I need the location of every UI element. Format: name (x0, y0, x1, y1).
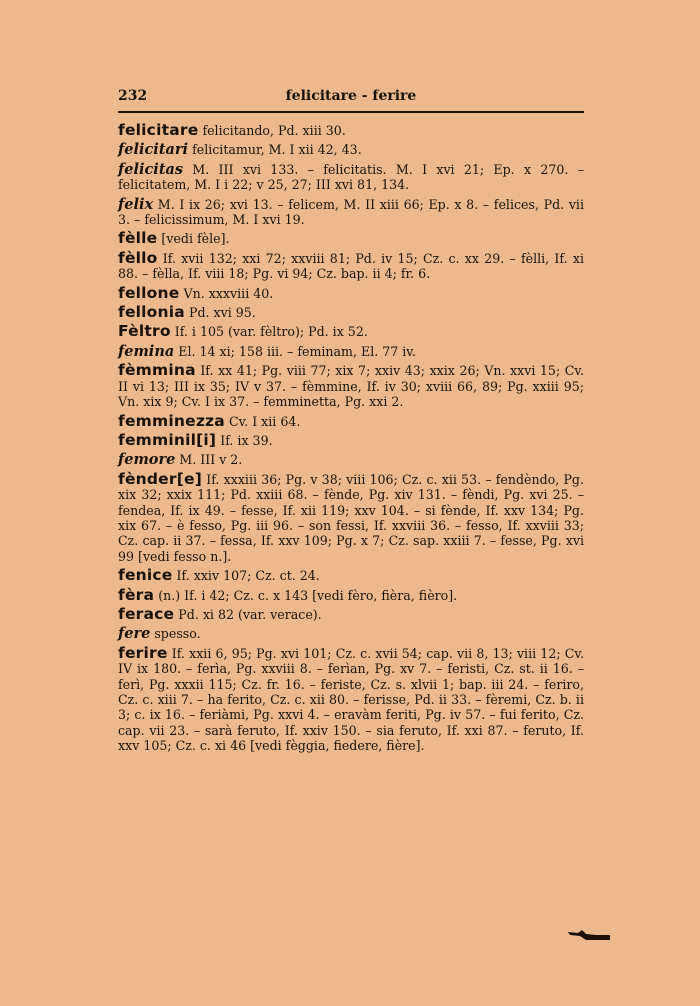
dictionary-entry (118, 162, 584, 193)
entry-headword: fèllo (118, 248, 158, 267)
entry-headword: fènder[e] (118, 469, 203, 488)
entry-citations: If. xxiv 107; Cz. ct. 24. (176, 568, 320, 584)
dictionary-entry (118, 344, 584, 359)
entry-headword: femore (118, 451, 176, 469)
entry-citations: If. xx 41; Pg. viii 77; xix 7; xxiv 43; xxix 26; Vn. xxvi 15; Cv. II vi 13; III ix 35; IV v 37. – fèmmine, If. iv 30; xviii 66, 89; Pg. xxiii 95; Vn. xix 9; Cv. I ix 37. – femminetta, Pg. xxi 2. (118, 363, 584, 410)
dictionary-entry (118, 142, 584, 157)
entry-headword: fellone (118, 283, 180, 302)
page-header (118, 88, 584, 110)
entry-citations: El. 14 xi; 158 iii. – feminam, El. 77 iv. (178, 343, 416, 359)
printer-ornament-icon (566, 926, 612, 942)
entry-citations: Pd. xvi 95. (188, 305, 256, 321)
entry-citations: M. III xvi 133. – felicitatis. M. I xvi 21; Ep. x 270. – felicitatem, M. I i 22; v 25, 27; III xvi 81, 134. (118, 161, 584, 193)
header-rule (118, 111, 584, 113)
dictionary-entry (118, 469, 584, 564)
entry-citations: M. I ix 26; xvi 13. – felicem, M. II xiii 66; Ep. x 8. – felices, Pd. vii 3. – felicissimum, M. I xvi 19. (118, 196, 584, 228)
entry-citations: If. i 105 (var. fèltro); Pd. ix 52. (174, 324, 368, 340)
entry-citations: Cv. I xii 64. (228, 413, 301, 429)
dictionary-entry (118, 643, 584, 754)
entry-citations: If. xxii 6, 95; Pg. xvi 101; Cz. c. xvii 54; cap. vii 8, 13; viii 12; Cv. IV ix 180. – ferìa, Pg. xxviii 8. – ferìan, Pg. xv 7. – feristi, Cz. st. ii 16. – ferì, Pg. xxxii 115; Cz. fr. 16. – feriste, Cz. s. xlvii 1; bap. iii 24. – feriro, Cz. c. xiii 7. – ha ferito, Cz. c. xii 80. – ferisse, Pd. ii 33. – fèremi, Cz. b. ii 3; c. ix 16. – feriàmi, Pg. xxvi 4. – eravàm feriti, Pg. iv 57. – fui ferito, Cz. cap. vii 23. – sarà feruto, If. xxiv 150. – sia feruto, If. xxi 87. – feruto, If. xxv 105; Cz. c. xi 46 [vedi fèggia, fiedere, fière]. (118, 645, 584, 754)
entry-citations: Vn. xxxviii 40. (183, 285, 274, 301)
entry-headword: fèmmina (118, 361, 196, 380)
dictionary-entry (118, 430, 584, 449)
entry-citations: If. xxxiii 36; Pg. v 38; viii 106; Cz. c. xii 53. – fendèndo, Pg. xix 32; xxix 111; Pd. xxiii 68. – fènde, Pg. xiv 131. – fèndi, Pg. xvi 25. – fendea, If. ix 49. – fesse, If. xii 119; xxv 104. – si fènde, If. xxv 134; Pg. xix 67. – è fesso, Pg. iii 96. – son fessi, If. xxviii 36. – fesso, If. xxviii 33; Cz. cap. ii 37. – fessa, If. xxv 109; Pg. x 7; Cz. sap. xxiii 7. – fesse, Pg. xvi 99 [vedi fesso n.]. (118, 471, 584, 564)
dictionary-entry (118, 283, 584, 302)
entry-headword: fellonia (118, 303, 185, 322)
dictionary-entry (118, 568, 584, 583)
running-head: felicitare - ferire (285, 88, 417, 104)
dictionary-entry (118, 197, 584, 228)
dictionary-entry (118, 452, 584, 467)
entry-citations: felicitamur, M. I xii 42, 43. (192, 142, 362, 158)
entry-headword: fèlle (118, 229, 158, 248)
page-number: 232 (118, 88, 148, 104)
dictionary-entry (118, 123, 584, 138)
entry-headword: felicitare (118, 121, 199, 139)
entry-list (118, 123, 584, 758)
entry-citations: M. III v 2. (179, 452, 243, 468)
dictionary-entry (118, 248, 584, 282)
dictionary-entry (118, 363, 584, 409)
dictionary-entry (118, 324, 584, 339)
entry-headword: Fèltro (118, 322, 171, 341)
dictionary-entry (118, 305, 584, 320)
entry-headword: fèra (118, 585, 155, 604)
dictionary-entry (118, 604, 584, 623)
entry-headword: femina (118, 342, 175, 360)
entry-citations: spesso. (154, 626, 201, 642)
entry-headword: femminezza (118, 411, 225, 430)
entry-citations: [vedi fèle]. (161, 231, 230, 247)
dictionary-entry (118, 585, 584, 604)
entry-headword: felix (118, 195, 154, 213)
entry-citations: (n.) If. i 42; Cz. c. x 143 [vedi fèro, fièra, fièro]. (158, 587, 458, 603)
entry-headword: ferace (118, 604, 175, 623)
entry-headword: fenice (118, 566, 173, 585)
entry-headword: femminil[i] (118, 430, 217, 449)
dictionary-entry (118, 231, 584, 246)
entry-citations: If. xvii 132; xxi 72; xxviii 81; Pd. iv 15; Cz. c. xx 29. – fèlli, If. xi 88. – fèlla, If. viii 18; Pg. vi 94; Cz. bap. ii 4; fr. 6. (118, 250, 584, 282)
dictionary-entry (118, 626, 584, 641)
entry-citations: If. ix 39. (220, 432, 273, 448)
entry-headword: felicitari (118, 141, 189, 159)
entry-citations: felicitando, Pd. xiii 30. (202, 123, 346, 138)
dictionary-entry (118, 411, 584, 430)
entry-citations: Pd. xi 82 (var. verace). (178, 606, 322, 622)
entry-headword: ferire (118, 643, 168, 662)
entry-headword: fere (118, 625, 151, 643)
entry-headword: felicitas (118, 160, 184, 178)
